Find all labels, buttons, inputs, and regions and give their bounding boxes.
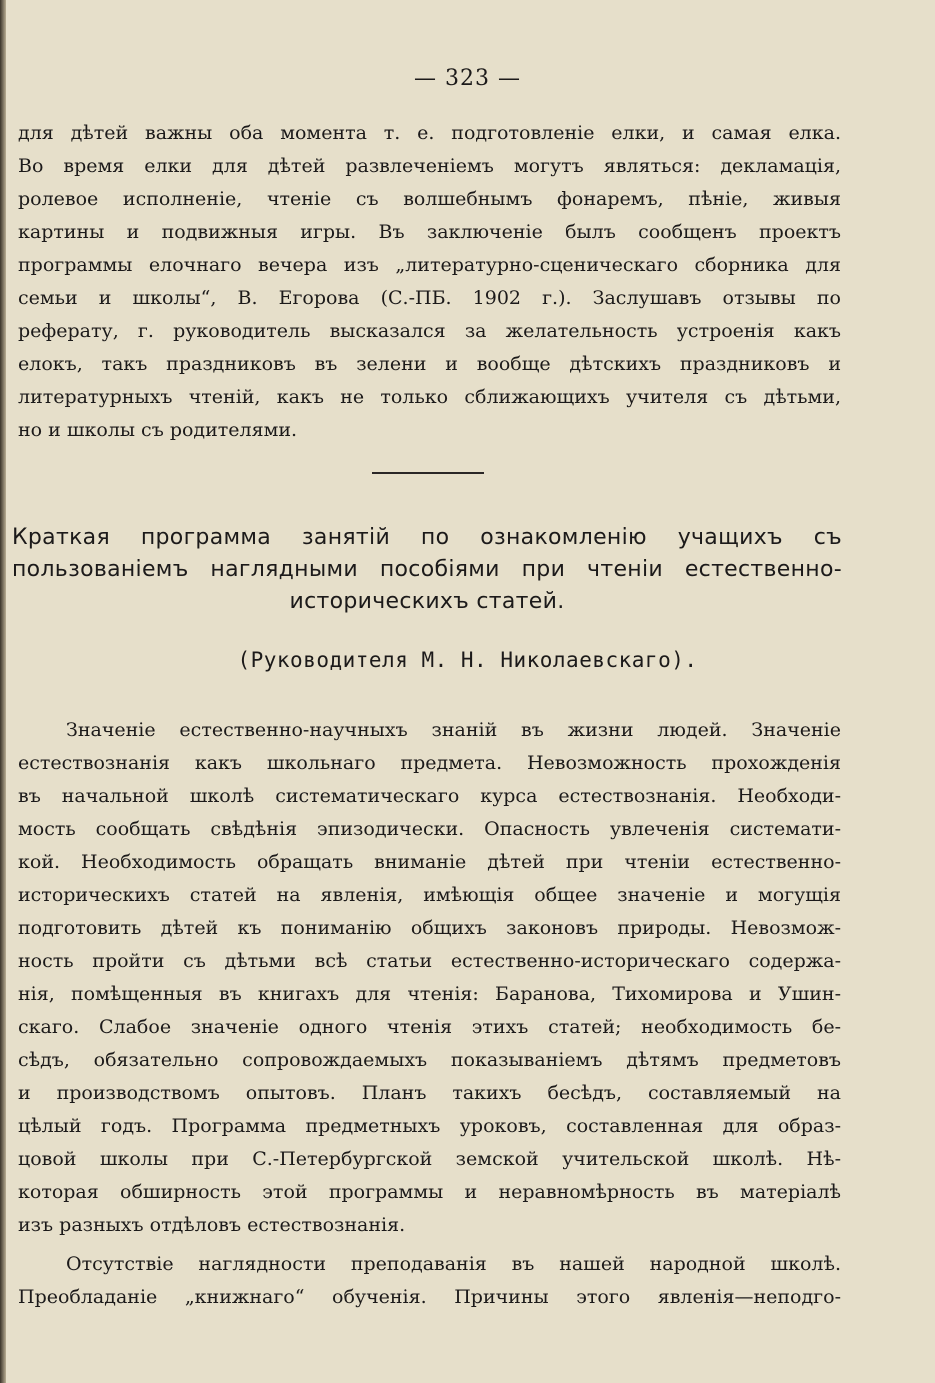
text-line: семьи и школы“, В. Егорова (С.-ПБ. 1902 г.). Заслушавъ отзывы по: [18, 287, 841, 309]
text-line: цѣлый годъ. Программа предметныхъ уроковъ, составленная для образ-: [18, 1115, 841, 1137]
text-line: изъ разныхъ отдѣловъ естествознанія.: [18, 1214, 406, 1236]
text-line: реферату, г. руководитель высказался за желательность устроенія какъ: [18, 320, 841, 342]
text-line: историческихъ статей на явленія, имѣющія общее значеніе и могущія: [18, 884, 841, 906]
text-line: нія, помѣщенныя въ книгахъ для чтенія: Баранова, Тихомирова и Ушин-: [18, 983, 841, 1005]
text-line: ролевое исполненіе, чтеніе съ волшебнымъ фонаремъ, пѣніе, живыя: [18, 188, 841, 210]
text-line: программы елочнаго вечера изъ „литературно-сценическаго сборника для: [18, 254, 841, 276]
text-line: которая обширность этой программы и неравномѣрность въ матеріалѣ: [18, 1181, 841, 1203]
paragraph-1: [18, 117, 935, 447]
text-line: скаго. Слабое значеніе одного чтенія этихъ статей; необходимость бе-: [18, 1016, 841, 1038]
text-line: кой. Необходимость обращать вниманіе дѣтей при чтеніи естественно-: [18, 851, 841, 873]
page-number: — 323 —: [414, 66, 521, 91]
paragraph-2: [18, 714, 935, 1242]
text-line: Отсутствіе наглядности преподаванія въ нашей народной школѣ.: [66, 1253, 841, 1275]
text-line: ность пройти съ дѣтьми всѣ статьи естественно-историческаго содержа-: [18, 950, 841, 972]
paragraph-3: [18, 1248, 935, 1314]
text-line: картины и подвижныя игры. Въ заключеніе былъ сообщенъ проектъ: [18, 221, 841, 243]
text-line: и производствомъ опытовъ. Планъ такихъ бесѣдъ, составляемый на: [18, 1082, 841, 1104]
text-line: Во время елки для дѣтей развлеченіемъ могутъ являться: декламація,: [18, 155, 841, 177]
text-line: Преобладаніе „книжнаго“ обученія. Причины этого явленія—неподго-: [18, 1286, 841, 1308]
text-line: Значеніе естественно-научныхъ знаній въ жизни людей. Значеніе: [66, 719, 841, 741]
text-line: въ начальной школѣ систематическаго курса естествознанія. Необходи-: [18, 785, 841, 807]
text-line: литературныхъ чтеній, какъ не только сближающихъ учителя съ дѣтьми,: [18, 386, 841, 408]
section-divider: [372, 472, 484, 474]
heading-line: Краткая программа занятій по ознакомленію учащихъ съ: [12, 525, 842, 550]
text-line: елокъ, такъ праздниковъ въ зелени и вообще дѣтскихъ праздниковъ и: [18, 353, 841, 375]
author-subheading: (Руководителя М. Н. Николаевскаго).: [237, 648, 698, 672]
text-line: мость сообщать свѣдѣнія эпизодически. Опасность увлеченія системати-: [18, 818, 841, 840]
section-heading: [12, 522, 842, 618]
text-line: цовой школы при С.-Петербургской земской учительской школѣ. Нѣ-: [18, 1148, 841, 1170]
text-line: для дѣтей важны оба момента т. е. подготовленіе елки, и самая елка.: [18, 122, 841, 144]
heading-line: историческихъ статей.: [289, 589, 565, 614]
text-line: естествознанія какъ школьнаго предмета. Невозможность прохожденія: [18, 752, 841, 774]
text-line: подготовить дѣтей къ пониманію общихъ законовъ природы. Невозмож-: [18, 917, 841, 939]
heading-line: пользованіемъ наглядными пособіями при чтеніи естественно-: [12, 557, 842, 582]
text-line: но и школы съ родителями.: [18, 419, 298, 441]
text-line: сѣдъ, обязательно сопровождаемыхъ показываніемъ дѣтямъ предметовъ: [18, 1049, 841, 1071]
